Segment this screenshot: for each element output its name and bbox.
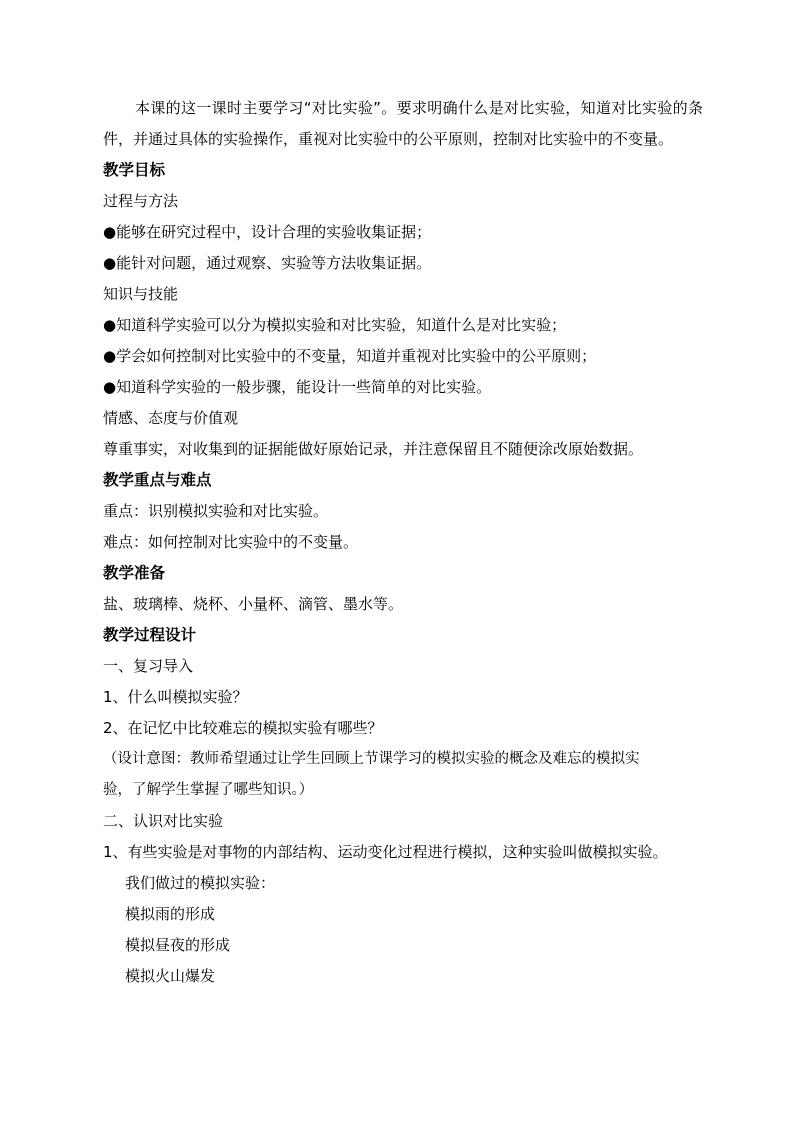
process-item-1: ● 能够在研究过程中，设计合理的实验收集证据； <box>103 217 703 248</box>
design-note-line-1: （设计意图：教师希望通过让学生回顾上节课学习的模拟实验的概念及难忘的模拟实 <box>103 751 640 767</box>
goals-heading: 教学目标 <box>103 161 166 179</box>
process-item-2: ● 能针对问题，通过观察、实验等方法收集证据。 <box>103 248 703 279</box>
emotion-text: 尊重事实，对收集到的证据能做好原始记录，并注意保留且不随便涂改原始数据。 <box>103 440 644 458</box>
document-page <box>103 93 703 992</box>
key-point: 重点：识别模拟实验和对比实验。 <box>103 502 329 520</box>
design-heading: 教学过程设计 <box>103 626 197 644</box>
part2-sub-title: 我们做过的模拟实验： <box>125 874 276 892</box>
knowledge-item-1: ● 知道科学实验可以分为模拟实验和对比实验，知道什么是对比实验； <box>103 310 703 341</box>
question-1: 1、什么叫模拟实验？ <box>103 688 248 706</box>
difficult-point: 难点：如何控制对比实验中的不变量。 <box>103 533 359 551</box>
part1-title: 一、复习导入 <box>103 657 194 675</box>
knowledge-item-3: ● 知道科学实验的一般步骤，能设计一些简单的对比实验。 <box>103 372 703 403</box>
question-2: 2、在记忆中比较难忘的模拟实验有哪些？ <box>103 719 383 737</box>
emotion-title: 情感、态度与价值观 <box>103 409 239 427</box>
intro-paragraph: 本课的这一课时主要学习“对比实验”。要求明确什么是对比实验，知道对比实验的条件，并通过具体的实验操作，重视对比实验中的公平原则，控制对比实验中的不变量。 <box>103 99 703 148</box>
knowledge-title: 知识与技能 <box>103 285 179 303</box>
key-heading: 教学重点与难点 <box>103 471 212 489</box>
prep-heading: 教学准备 <box>103 564 166 582</box>
example-item: 模拟昼夜的形成 <box>125 936 231 954</box>
process-title: 过程与方法 <box>103 192 179 210</box>
example-item: 模拟火山爆发 <box>125 967 216 985</box>
part2-title: 二、认识对比实验 <box>103 812 224 830</box>
design-note-line-2: 验，了解学生掌握了哪些知识。） <box>103 782 314 798</box>
part2-item-1: 1、有些实验是对事物的内部结构、运动变化过程进行模拟，这种实验叫做模拟实验。 <box>103 843 668 861</box>
knowledge-item-2: ● 学会如何控制对比实验中的不变量，知道并重视对比实验中的公平原则； <box>103 341 703 372</box>
example-item: 模拟雨的形成 <box>125 905 216 923</box>
prep-text: 盐、玻璃棒、烧杯、小量杯、滴管、墨水等。 <box>103 595 404 613</box>
